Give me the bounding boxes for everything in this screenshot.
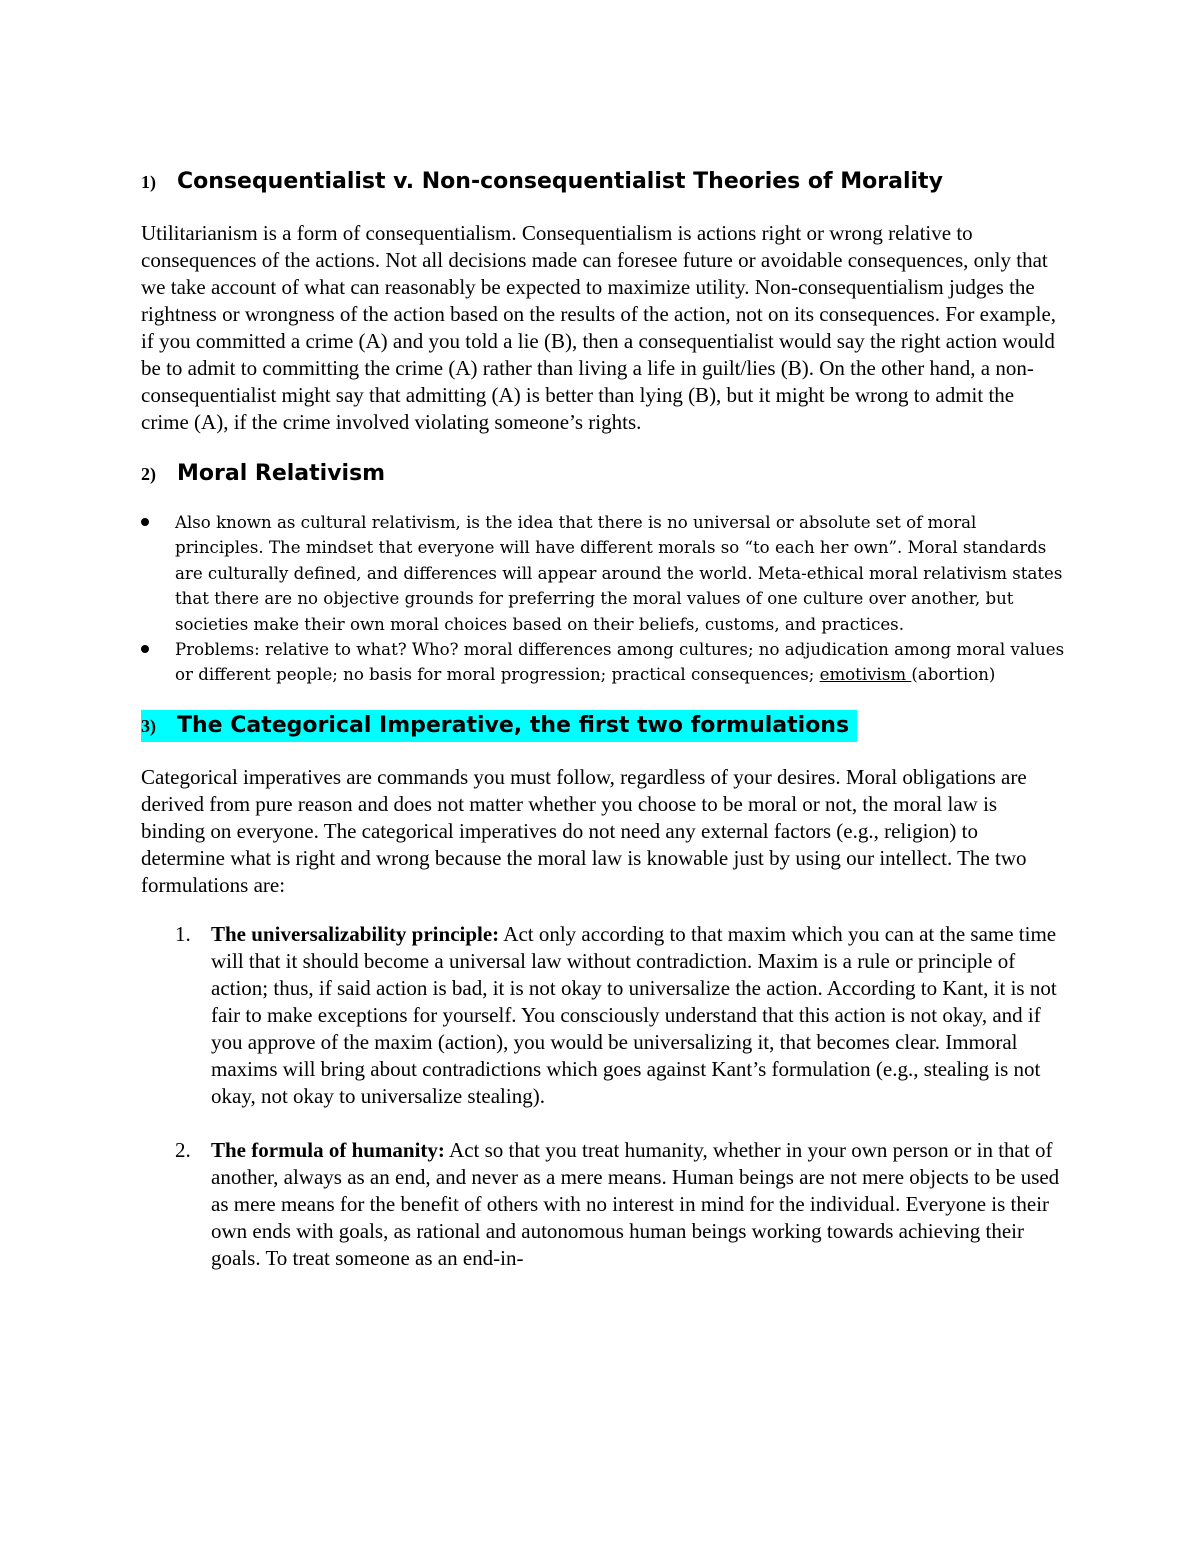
section-2-number: 2): [141, 464, 156, 484]
bullet-icon: [141, 518, 149, 526]
section-3-highlight: [141, 710, 857, 742]
formulation-1-marker: 1.: [175, 921, 191, 946]
section-3-title: The Categorical Imperative, the first two formulations: [177, 712, 850, 738]
bullet-1-text: Also known as cultural relativism, is the idea that there is no universal or absolute set of moral principles. The mindset that everyone will have different morals so “to each her own”. Moral standards are culturally defined, and differences will appear around the world. Meta-ethical moral relativism states that there are no objective grounds for preferring the moral values of one culture over another, but societies make their own moral choices based on their beliefs, customs, and practices.: [175, 513, 1063, 634]
document-content: [141, 166, 1066, 1299]
formulation-2-marker: 2.: [175, 1137, 191, 1162]
bullet-icon: [141, 645, 149, 653]
formulations-list: [141, 921, 1066, 1272]
section-2-title: Moral Relativism: [177, 461, 386, 486]
list-item: [141, 1137, 1066, 1272]
bullet-2-text: Problems: relative to what? Who? moral differences among cultures; no adjudication among moral values or different people; no basis for moral progression; practical consequences;: [175, 640, 1065, 685]
list-item: [141, 510, 1066, 637]
list-item: [141, 921, 1066, 1110]
section-3-paragraph: Categorical imperatives are commands you must follow, regardless of your desires. Moral obligations are derived from pure reason and does not matter whether you choose to be moral or not, the moral law is binding on everyone. The categorical imperatives do not need any external factors (e.g., religion) to determine what is right and wrong because the moral law is knowable just by using our intellect. The two formulations are:: [141, 764, 1027, 897]
section-2-heading: [141, 458, 1066, 490]
formulation-1-term: The universalizability principle:: [211, 921, 500, 946]
formulation-1-text: Act only according to that maxim which you can at the same time will that it should become a universal law without contradiction. Maxim is a rule or principle of action; thus, if said action is bad, it is not okay to universalize the action. According to Kant, it is not fair to make exceptions for yourself. You consciously understand that this action is not okay, and if you approve of the maxim (action), you would be universalizing it, that becomes clear. Immoral maxims will bring about contradictions which goes against Kant’s formulation (e.g., stealing is not okay, not okay to universalize stealing).: [211, 921, 1057, 1108]
formulation-2-text: Act so that you treat humanity, whether in your own person or in that of another, always as an end, and never as a mere means. Human beings are not mere objects to be used as mere means for the benefit of others with no interest in mind for the individual. Everyone is their own ends with goals, as rational and autonomous human beings working towards achieving their goals. To treat someone as an end-in-: [211, 1137, 1060, 1270]
formulation-2-term: The formula of humanity:: [211, 1137, 445, 1162]
emotivism-underlined-term: emotivism: [819, 665, 912, 685]
list-item: [141, 637, 1066, 688]
section-3-heading: [141, 710, 1066, 742]
section-3-number: 3): [141, 715, 156, 736]
bullet-2-text-after: (abortion): [911, 665, 996, 685]
moral-relativism-bullet-list: [141, 510, 1066, 688]
section-1-title: Consequentialist v. Non-consequentialist Theories of Morality: [177, 169, 943, 194]
section-1-number: 1): [141, 172, 156, 192]
section-1-paragraph: Utilitarianism is a form of consequentialism. Consequentialism is actions right or wrong relative to consequences of the actions. Not all decisions made can foresee future or avoidable consequences, only that we take account of what can reasonably be expected to maximize utility. Non-consequentialism judges the rightness or wrongness of the action based on the results of the action, not on its consequences. For example, if you committed a crime (A) and you told a lie (B), then a consequentialist would say the right action would be to admit to committing the crime (A) rather than living a life in guilt/lies (B). On the other hand, a non-consequentialist might say that admitting (A) is better than lying (B), but it might be wrong to admit the crime (A), if the crime involved violating someone’s rights.: [141, 221, 1057, 434]
section-1-heading: [141, 166, 1066, 198]
